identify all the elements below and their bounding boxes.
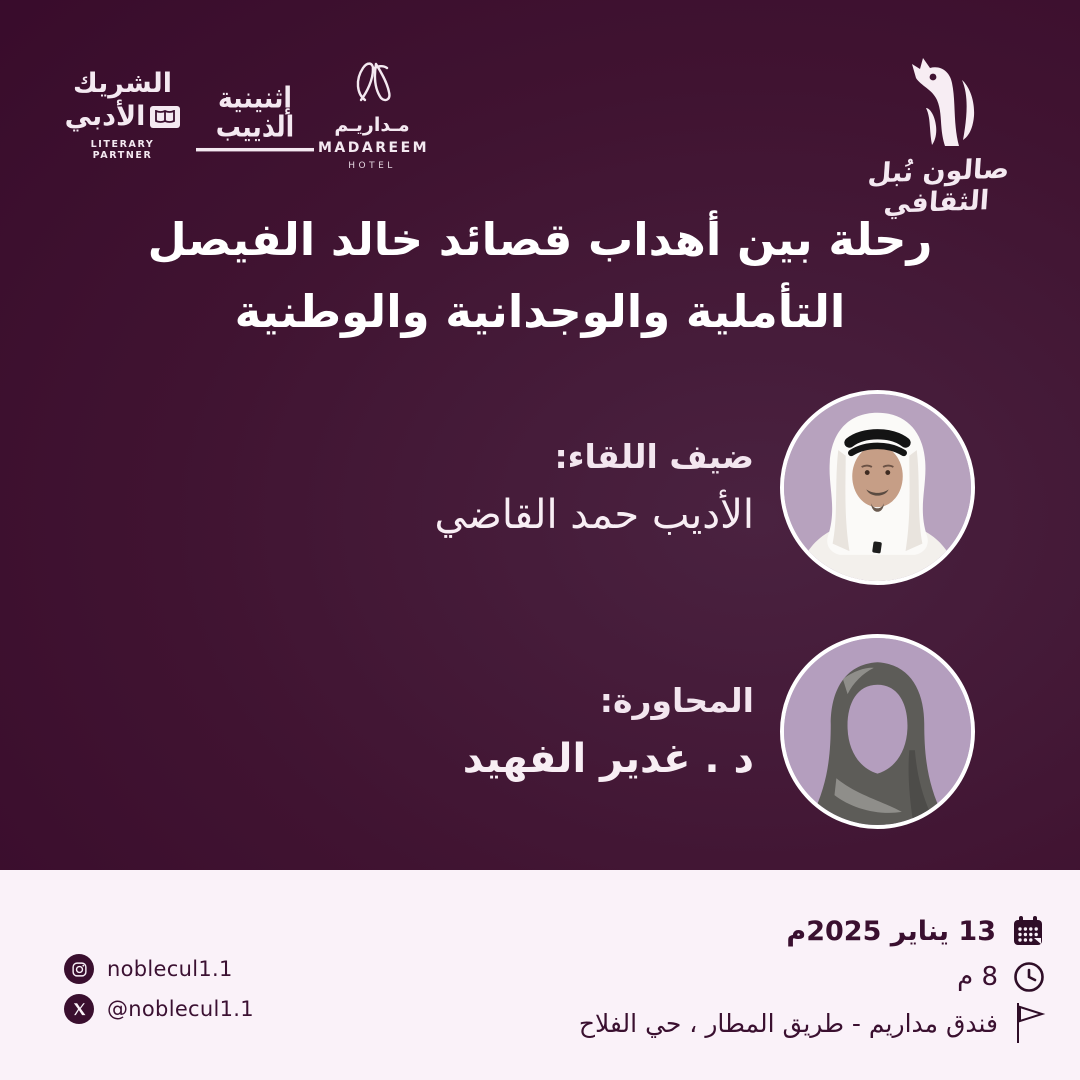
event-title-line2: التأملية والوجدانية والوطنية xyxy=(234,285,846,338)
salon-name: صالون نُبل الثقافي xyxy=(866,153,1011,220)
calendar-icon xyxy=(1010,913,1046,949)
madareem-mark-icon xyxy=(318,56,426,112)
madareem-arabic: مـداريـم xyxy=(334,114,410,136)
kufic-logo-text: إثنينية الذييب xyxy=(196,84,314,152)
moderator-avatar xyxy=(780,634,975,829)
instagram-row[interactable] xyxy=(64,954,254,984)
madareem-name: MADAREEM xyxy=(318,140,430,156)
footer-bar xyxy=(0,870,1080,1080)
guest-photo xyxy=(780,390,975,585)
instagram-handle[interactable]: noblecul1.1 xyxy=(107,957,233,981)
time-row xyxy=(579,954,1046,1000)
date-row xyxy=(579,908,1046,954)
clock-icon xyxy=(1012,960,1046,994)
literary-partner-line2: الأدبي xyxy=(64,101,146,132)
flag-icon xyxy=(1012,1001,1046,1045)
location-text: فندق مداريم - طريق المطار ، حي الفلاح xyxy=(578,1008,998,1038)
location-row xyxy=(579,1000,1046,1046)
event-title-line1: رحلة بين أهداب قصائد خالد الفيصل xyxy=(147,213,933,266)
x-icon xyxy=(64,994,94,1024)
literary-partner-logo xyxy=(60,68,185,161)
x-row[interactable] xyxy=(64,994,254,1024)
madareem-hotel-logo xyxy=(318,56,430,171)
cultural-salon-logo xyxy=(835,50,1040,218)
horse-head-icon xyxy=(835,50,1040,154)
moderator-name: د . غدير الفهيد xyxy=(462,736,754,782)
date-text: 13 يناير 2025م xyxy=(786,915,996,947)
literary-partner-caption: LITERARY PARTNER xyxy=(90,139,155,161)
kufic-logo xyxy=(196,81,314,147)
event-title xyxy=(0,204,1080,348)
literary-partner-line1: الشريك xyxy=(73,68,172,99)
event-details xyxy=(579,908,1046,1046)
book-icon xyxy=(150,106,180,128)
guest-label: ضيف اللقاء: xyxy=(554,437,754,476)
madareem-sub: HOTEL xyxy=(348,161,396,171)
guest-section xyxy=(435,390,975,585)
instagram-icon xyxy=(64,954,94,984)
social-links xyxy=(64,954,254,1024)
moderator-label: المحاورة: xyxy=(599,681,754,720)
moderator-section xyxy=(463,634,975,829)
x-handle[interactable]: @noblecul1.1 xyxy=(107,997,254,1021)
time-text: 8 م xyxy=(957,962,998,992)
guest-name: الأديب حمد القاضي xyxy=(434,492,754,538)
